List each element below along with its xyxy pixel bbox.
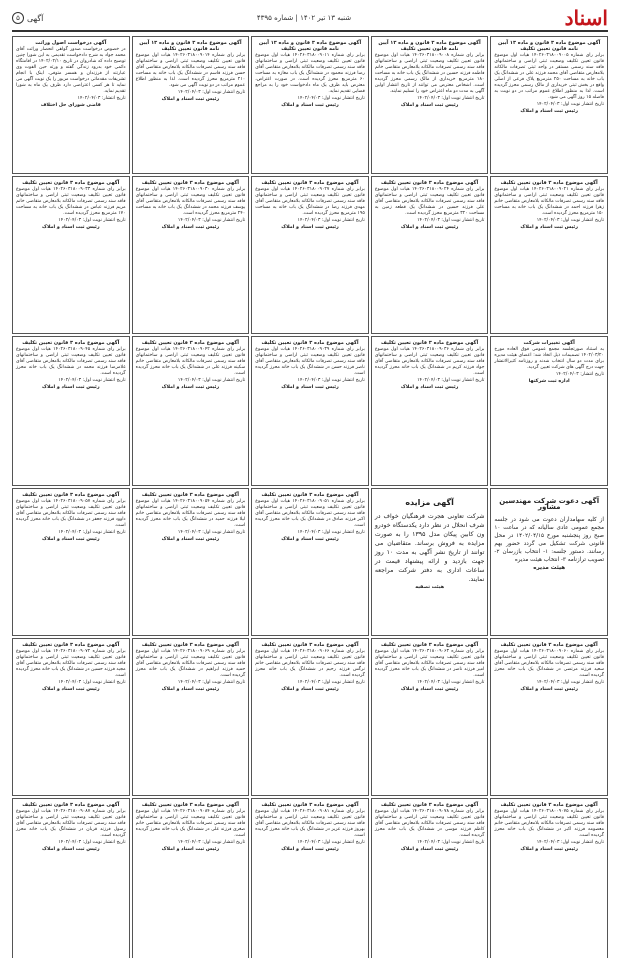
ad-signature: رئیس ثبت اسناد و املاک — [281, 687, 339, 692]
ad-date: تاریخ انتشار نوبت اول: ۱۴۰۲/۰۴/۰۳ — [417, 378, 485, 383]
ad-body: برابر رای شماره ۱۴۰۲۶۰۳۱۸۰۰۹۰۶۹ هیات اول موضوع قانون تعیین تکلیف وضعیت ثبتی اراضی و ساختمانهای فاقد سند رسمی تصرفات مالکانه بلامعارض متقاضی آقای حمید فرزند ابراهیم در ششدانگ یک باب خانه محرز گردیده است. — [135, 649, 246, 678]
ad-title: آگهی موضوع ماده ۳ قانون تعیین تکلیف — [22, 492, 120, 498]
ad-box — [371, 176, 489, 334]
ad-date: تاریخ انتشار نوبت اول: ۱۴۰۲/۰۴/۰۳ — [177, 680, 246, 685]
ad-title: آگهی موضوع ماده ۳ قانون و ماده ۱۳ آیین نامه قانون تعیین تکلیف — [258, 40, 362, 52]
ad-date: تاریخ انتشار نوبت اول: ۱۴۰۲/۰۴/۰۳ — [58, 218, 126, 223]
meeting-body: از کلیه سهامداران دعوت می شود در جلسه مجمع عمومی عادی سالیانه که در ساعت ۱۰ صبح روز پنجشنبه مورخ ۱۴۰۲/۰۴/۱۵ در محل قانونی شرکت تشکیل می گردد حضور بهم رسانند. دستور جلسه: ۱- انتخاب بازرسان ۲- تصویب ترازنامه ۳- انتخاب هیئت مدیره — [494, 517, 605, 563]
ad-box — [251, 176, 369, 334]
ad-title: آگهی درخواست اصول وراثت — [35, 40, 107, 46]
ad-box — [12, 336, 130, 486]
ad-title: آگهی موضوع ماده ۳ قانون تعیین تکلیف — [22, 340, 120, 346]
ad-date: تاریخ انتشار نوبت اول: ۱۴۰۲/۰۴/۰۳ — [58, 530, 126, 535]
ad-title: آگهی موضوع ماده ۳ قانون تعیین تکلیف — [261, 802, 359, 808]
ad-box — [371, 336, 489, 486]
ad-title: آگهی موضوع ماده ۳ قانون و ماده ۱۳ آیین نامه قانون تعیین تکلیف — [378, 40, 481, 52]
ad-title: آگهی موضوع ماده ۳ قانون تعیین تکلیف — [381, 180, 479, 186]
ad-body: برابر رای شماره ۱۴۰۲۶۰۳۱۸۰۰۹۰۷۵ هیات اول موضوع قانون تعیین تکلیف وضعیت ثبتی اراضی و ساختمانهای فاقد سند رسمی تصرفات مالکانه بلامعارض متقاضی خانم معصومه فرزند اکبر در ششدانگ یک باب خانه محرز گردیده است. — [494, 809, 604, 838]
page-header — [12, 8, 608, 32]
ad-box — [371, 638, 489, 796]
ad-body: برابر رای شماره ۱۴۰۲۶۰۳۱۸۰۰۹۰۳۰ هیات اول موضوع قانون تعیین تکلیف وضعیت ثبتی اراضی و ساختمانهای فاقد سند رسمی تصرفات مالکانه بلامعارض متقاضی آقای یوسف فرزند محمد در ششدانگ یک باب خانه به مساحت ۲۴۰ مترمربع محرز گردیده است. — [135, 187, 246, 216]
ad-box — [251, 638, 369, 796]
ad-box — [132, 488, 250, 636]
ad-signature: رئیس ثبت اسناد و املاک — [161, 847, 220, 852]
ad-signature: رئیس ثبت اسناد و املاک — [161, 225, 220, 230]
ad-body: برابر رای شماره ۱۴۰۲۶۰۳۱۸۰۰۹۰۵۷ هیات اول موضوع قانون تعیین تکلیف وضعیت ثبتی اراضی و ساختمانهای فاقد سند رسمی تصرفات مالکانه بلامعارض متقاضی آقای داوود فرزند جعفر در ششدانگ یک باب خانه محرز گردیده است. — [16, 499, 126, 528]
ad-date: تاریخ انتشار نوبت اول: ۱۴۰۲/۰۴/۰۳ — [177, 530, 246, 535]
ad-body: در خصوص درخواست صدور گواهی انحصار وراثت آقای محمد جواد به شرح دادخواست تقدیمی به این شورا چنین توضیح داده که شادروان در تاریخ ۱۴۰۲/۰۲/۱۰ در اقامتگاه دائمی خود بدرود زندگی گفته و ورثه حین الفوت وی عبارتند از فرزندان و همسر متوفی. اینک با انجام تشریفات مقدماتی درخواست مزبور را یک نوبت آگهی می نماید تا هر کسی اعتراضی دارد ظرف یک ماه به شورا تقدیم نماید. — [16, 47, 126, 94]
ad-title: آگهی موضوع ماده ۳ قانون تعیین تکلیف — [22, 180, 120, 186]
ad-title: آگهی تغییرات شرکت — [523, 340, 575, 346]
ad-date: تاریخ انتشار نوبت اول: ۱۴۰۲/۰۴/۰۳ — [177, 378, 246, 383]
ad-body: برابر رای شماره ۱۴۰۲۶۰۳۱۸۰۰۹۰۲۷ هیات اول موضوع قانون تعیین تکلیف وضعیت ثبتی اراضی و ساختمانهای فاقد سند رسمی تصرفات مالکانه بلامعارض متقاضی آقای مهدی فرزند رضا در ششدانگ یک باب خانه به مساحت ۱۹۵ مترمربع محرز گردیده است. — [255, 187, 365, 216]
ad-date: تاریخ انتشار نوبت اول: ۱۴۰۲/۰۴/۰۳ — [417, 96, 485, 101]
ad-box — [132, 638, 250, 796]
meeting-title: آگهی دعوت شرکت مهندسین مشاور — [499, 497, 600, 511]
ad-title: آگهی موضوع ماده ۳ قانون تعیین تکلیف — [381, 642, 479, 648]
ad-title: آگهی موضوع ماده ۳ قانون تعیین تکلیف — [261, 642, 359, 648]
ad-box — [490, 176, 608, 334]
ad-signature: رئیس ثبت اسناد و املاک — [42, 537, 100, 542]
ad-box — [490, 638, 608, 796]
ad-date: تاریخ انتشار نوبت اول: ۱۴۰۲/۰۴/۰۳ — [536, 840, 604, 845]
ad-date: تاریخ انتشار نوبت اول: ۱۴۰۲/۰۴/۰۳ — [417, 218, 485, 223]
ad-title: آگهی موضوع ماده ۳ قانون تعیین تکلیف — [500, 180, 598, 186]
page-label: آگهی — [27, 13, 44, 23]
ad-signature: رئیس ثبت اسناد و املاک — [400, 225, 459, 230]
ad-body: برابر رای شماره ۱۴۰۲۶۰۳۱۸۰۰۹۰۷۲ هیات اول موضوع قانون تعیین تکلیف وضعیت ثبتی اراضی و ساختمانهای فاقد سند رسمی تصرفات مالکانه بلامعارض متقاضی آقای مجید فرزند حسین در ششدانگ یک باب خانه محرز گردیده است. — [16, 649, 126, 678]
ad-signature: رئیس ثبت اسناد و املاک — [400, 385, 459, 390]
ad-signature: قاضی شورای حل اختلاف — [40, 103, 101, 108]
ad-body: برابر رای شماره ۱۴۰۲۶۰۳۱۸۰۰۹۰۲۱ هیات اول موضوع قانون تعیین تکلیف وضعیت ثبتی اراضی و ساختمانهای فاقد سند رسمی تصرفات مالکانه بلامعارض متقاضی خانم زهرا فرزند احمد در ششدانگ یک باب خانه به مساحت ۱۵۰ مترمربع محرز گردیده است. — [494, 187, 604, 216]
issue-info: شنبه ۱۳ تیر ۱۴۰۲ | شماره ۴۳۹۵ — [256, 14, 352, 22]
meeting-notice — [490, 488, 608, 636]
ad-signature: رئیس ثبت اسناد و املاک — [42, 225, 100, 230]
ad-signature: رئیس ثبت اسناد و املاک — [400, 847, 459, 852]
ad-signature: رئیس ثبت اسناد و املاک — [42, 385, 100, 390]
ad-date: تاریخ انتشار نوبت اول: ۱۴۰۲/۰۴/۰۳ — [536, 218, 604, 223]
ad-body: برابر رای شماره ۱۴۰۲۶۰۳۱۸۰۰۹۰۸۱ هیات اول موضوع قانون تعیین تکلیف وضعیت ثبتی اراضی و ساختمانهای فاقد سند رسمی تصرفات مالکانه بلامعارض متقاضی آقای بهروز فرزند عزیز در ششدانگ یک باب خانه محرز گردیده است. — [255, 809, 365, 838]
ad-date: تاریخ انتشار نوبت اول: ۱۴۰۲/۰۴/۰۳ — [297, 530, 365, 535]
ad-box — [251, 488, 369, 636]
ad-box — [251, 36, 369, 174]
ad-box — [251, 336, 369, 486]
ad-signature: رئیس ثبت اسناد و املاک — [281, 385, 339, 390]
ad-title: آگهی موضوع ماده ۳ قانون تعیین تکلیف — [261, 340, 359, 346]
ad-date: تاریخ انتشار نوبت اول: ۱۴۰۲/۰۴/۰۳ — [58, 378, 126, 383]
ad-box — [132, 798, 250, 958]
ad-box — [132, 176, 250, 334]
ad-title: آگهی موضوع ماده ۳ قانون تعیین تکلیف — [261, 180, 359, 186]
meeting-signature: هیئت مدیره — [533, 565, 566, 571]
ad-signature: اداره ثبت شرکتها — [528, 379, 570, 384]
ad-date: تاریخ انتشار نوبت اول: ۱۴۰۲/۰۴/۰۳ — [58, 680, 126, 685]
page-number: ۵ — [12, 12, 24, 24]
auction-body: شرکت تعاونی هجرت فرهنگیان خواف در شرف انحلال در نظر دارد یکدستگاه خودرو ون کابین پیکان مدل ۱۳۹۵ را به صورت مزایده به فروش برساند. متقاضیان می توانند از تاریخ نشر آگهی به مدت ۱۰ روز جهت بازدید و ارائه پیشنهاد قیمت در ساعات اداری به دفتر شرکت مراجعه نمایند. — [374, 513, 485, 583]
ad-signature: رئیس ثبت اسناد و املاک — [520, 225, 578, 230]
ad-date: تاریخ انتشار نوبت اول: ۱۴۰۲/۰۴/۰۳ — [417, 840, 485, 845]
ad-title: آگهی موضوع ماده ۳ قانون تعیین تکلیف — [141, 802, 239, 808]
ad-title: آگهی موضوع ماده ۳ قانون و ماده ۱۳ آیین نامه قانون تعیین تکلیف — [498, 40, 601, 52]
auction-title: آگهی مزایده — [405, 498, 454, 507]
ad-box — [490, 798, 608, 958]
ad-body: برابر رای شماره ۱۴۰۲۶۰۳۱۸۰۰۹۰۳۹ هیات اول موضوع قانون تعیین تکلیف وضعیت ثبتی اراضی و ساختمانهای فاقد سند رسمی تصرفات مالکانه بلامعارض متقاضی آقای ناصر فرزند حسن در ششدانگ یک باب خانه محرز گردیده است. — [255, 347, 365, 376]
ad-body: برابر رای شماره ۱۴۰۲۶۰۳۱۸۰۰۹۰۶۰ هیات اول موضوع قانون تعیین تکلیف وضعیت ثبتی اراضی و ساختمانهای فاقد سند رسمی تصرفات مالکانه بلامعارض متقاضی آقای سعید فرزند مرتضی در ششدانگ یک باب خانه محرز گردیده است. — [494, 649, 604, 678]
ad-body: برابر رای شماره ۱۴۰۲۶۰۳۱۸۰۰۹۰۰۸ هیات اول موضوع قانون تعیین تکلیف وضعیت ثبتی اراضی و ساختمانهای فاقد سند رسمی تصرفات مالکانه بلامعارض متقاضی خانم فاطمه فرزند حسین در ششدانگ یک باب خانه به مساحت ۱۸۰ مترمربع خریداری از مالک رسمی محرز گردیده است. اشخاص معترض می توانند از تاریخ انتشار اولین آگهی به مدت دو ماه اعتراض خود را تسلیم نمایند. — [374, 53, 485, 94]
ad-body: برابر رای شماره ۱۴۰۲۶۰۳۱۸۰۰۹۰۶۳ هیات اول موضوع قانون تعیین تکلیف وضعیت ثبتی اراضی و ساختمانهای فاقد سند رسمی تصرفات مالکانه بلامعارض متقاضی آقای امیر فرزند ناصر در ششدانگ یک باب خانه محرز گردیده است. — [374, 649, 485, 678]
ad-box — [490, 336, 608, 486]
ad-body: برابر رای شماره ۱۴۰۲۶۰۳۱۸۰۰۹۰۱۴ هیات اول موضوع قانون تعیین تکلیف وضعیت ثبتی اراضی و ساختمانهای فاقد سند رسمی تصرفات مالکانه بلامعارض متقاضی آقای حسن فرزند قاسم در ششدانگ یک باب خانه به مساحت ۲۱۰ مترمربع محرز گردیده است. لذا به منظور اطلاع عموم مراتب در دو نوبت آگهی می شود. — [135, 53, 246, 88]
ad-date: تاریخ انتشار نوبت اول: ۱۴۰۲/۰۴/۰۳ — [536, 680, 604, 685]
ad-title: آگهی موضوع ماده ۳ قانون تعیین تکلیف — [141, 492, 239, 498]
ad-body: برابر رای شماره ۱۴۰۲۶۰۳۱۸۰۰۹۰۲۴ هیات اول موضوع قانون تعیین تکلیف وضعیت ثبتی اراضی و ساختمانهای فاقد سند رسمی تصرفات مالکانه بلامعارض متقاضی آقای علی فرزند حسین در ششدانگ یک قطعه زمین به مساحت ۳۲۰ مترمربع محرز گردیده است. — [374, 187, 485, 216]
ad-title: آگهی موضوع ماده ۳ قانون تعیین تکلیف — [500, 802, 598, 808]
ad-date: تاریخ انتشار نوبت اول: ۱۴۰۲/۰۴/۰۳ — [297, 840, 365, 845]
ad-box — [12, 488, 130, 636]
ad-signature: رئیس ثبت اسناد و املاک — [161, 537, 220, 542]
ad-signature: رئیس ثبت اسناد و املاک — [161, 687, 220, 692]
ads-grid — [12, 36, 608, 958]
ad-title: آگهی موضوع ماده ۳ قانون تعیین تکلیف — [141, 180, 239, 186]
ad-title: آگهی موضوع ماده ۳ قانون تعیین تکلیف — [381, 340, 479, 346]
auction-signature: هیئت تصفیه — [415, 585, 445, 590]
ad-box — [12, 798, 130, 958]
ad-box — [12, 176, 130, 334]
ad-signature: رئیس ثبت اسناد و املاک — [520, 687, 578, 692]
ad-date: تاریخ انتشار نوبت اول: ۱۴۰۲/۰۴/۰۳ — [297, 378, 365, 383]
ad-box — [371, 36, 489, 174]
ad-title: آگهی موضوع ماده ۳ قانون تعیین تکلیف — [22, 642, 120, 648]
auction-notice — [371, 488, 489, 636]
ad-date: تاریخ انتشار نوبت اول: ۱۴۰۲/۰۴/۰۳ — [297, 218, 365, 223]
page-number-block — [12, 12, 43, 24]
ad-date: تاریخ انتشار نوبت اول: ۱۴۰۲/۰۴/۰۳ — [297, 96, 365, 101]
newspaper-logo: اسناد — [564, 6, 608, 30]
ad-signature: رئیس ثبت اسناد و املاک — [281, 847, 339, 852]
ad-date: تاریخ انتشار نوبت اول: ۱۴۰۲/۰۴/۰۳ — [58, 840, 126, 845]
ad-body: برابر رای شماره ۱۴۰۲۶۰۳۱۸۰۰۹۰۷۸ هیات اول موضوع قانون تعیین تکلیف وضعیت ثبتی اراضی و ساختمانهای فاقد سند رسمی تصرفات مالکانه بلامعارض متقاضی آقای کاظم فرزند موسی در ششدانگ یک باب خانه محرز گردیده است. — [374, 809, 485, 838]
ad-body: برابر رای شماره ۱۴۰۲۶۰۳۱۸۰۰۹۰۸۷ هیات اول موضوع قانون تعیین تکلیف وضعیت ثبتی اراضی و ساختمانهای فاقد سند رسمی تصرفات مالکانه بلامعارض متقاضی آقای رسول فرزند قربان در ششدانگ یک باب خانه محرز گردیده است. — [16, 809, 126, 838]
ad-date: تاریخ انتشار نوبت اول: ۱۴۰۲/۰۴/۰۳ — [177, 90, 246, 95]
ad-box — [371, 798, 489, 958]
ad-signature: رئیس ثبت اسناد و املاک — [520, 847, 578, 852]
ad-body: برابر رای شماره ۱۴۰۲۶۰۳۱۸۰۰۹۰۴۵ هیات اول موضوع قانون تعیین تکلیف وضعیت ثبتی اراضی و ساختمانهای فاقد سند رسمی تصرفات مالکانه بلامعارض متقاضی آقای غلامرضا فرزند محمد در ششدانگ یک باب خانه محرز گردیده است. — [16, 347, 126, 376]
ad-title: آگهی موضوع ماده ۳ قانون تعیین تکلیف — [500, 642, 598, 648]
ad-date: تاریخ انتشار نوبت اول: ۱۴۰۲/۰۴/۰۳ — [536, 102, 604, 107]
ad-body: به استناد صورتجلسه مجمع عمومی فوق العاده مورخ ۱۴۰۲/۰۳/۲۰ تصمیمات ذیل اتخاذ شد: اعضای هیئت مدیره برای مدت دو سال انتخاب شدند و روزنامه کثیرالانتشار جهت درج آگهی های شرکت تعیین گردید. — [494, 347, 604, 370]
ad-signature: رئیس ثبت اسناد و املاک — [400, 103, 459, 108]
ad-box — [132, 336, 250, 486]
ad-date: تاریخ انتشار نوبت اول: ۱۴۰۲/۰۴/۰۳ — [177, 840, 246, 845]
ad-body: برابر رای شماره ۱۴۰۲۶۰۳۱۸۰۰۹۰۳۶ هیات اول موضوع قانون تعیین تکلیف وضعیت ثبتی اراضی و ساختمانهای فاقد سند رسمی تصرفات مالکانه بلامعارض متقاضی آقای جواد فرزند کریم در ششدانگ یک باب خانه محرز گردیده است. — [374, 347, 485, 376]
ad-body: برابر رای شماره ۱۴۰۲۶۰۳۱۸۰۰۹۰۳۳ هیات اول موضوع قانون تعیین تکلیف وضعیت ثبتی اراضی و ساختمانهای فاقد سند رسمی تصرفات مالکانه بلامعارض متقاضی خانم مریم فرزند عباس در ششدانگ یک باب خانه به مساحت ۱۷۰ مترمربع محرز گردیده است. — [16, 187, 126, 216]
ad-box — [490, 36, 608, 174]
ad-title: آگهی موضوع ماده ۳ قانون و ماده ۱۳ آیین نامه قانون تعیین تکلیف — [139, 40, 242, 52]
ad-box — [132, 36, 250, 174]
ad-signature: رئیس ثبت اسناد و املاک — [161, 385, 220, 390]
ad-date: تاریخ انتشار نوبت اول: ۱۴۰۲/۰۴/۰۳ — [417, 680, 485, 685]
ad-signature: رئیس ثبت اسناد و املاک — [281, 103, 339, 108]
ad-date: تاریخ انتشار نوبت اول: ۱۴۰۲/۰۴/۰۳ — [177, 218, 246, 223]
ad-title: آگهی موضوع ماده ۳ قانون تعیین تکلیف — [381, 802, 479, 808]
ad-body: برابر رای شماره ۱۴۰۲۶۰۳۱۸۰۰۹۰۵۴ هیات اول موضوع قانون تعیین تکلیف وضعیت ثبتی اراضی و ساختمانهای فاقد سند رسمی تصرفات مالکانه بلامعارض متقاضی خانم لیلا فرزند حمید در ششدانگ یک باب خانه محرز گردیده است. — [135, 499, 246, 528]
ad-title: آگهی موضوع ماده ۳ قانون تعیین تکلیف — [261, 492, 359, 498]
ad-body: برابر رای شماره ۱۴۰۲۶۰۳۱۸۰۰۹۰۵۱ هیات اول موضوع قانون تعیین تکلیف وضعیت ثبتی اراضی و ساختمانهای فاقد سند رسمی تصرفات مالکانه بلامعارض متقاضی آقای اکبر فرزند صادق در ششدانگ یک باب خانه محرز گردیده است. — [255, 499, 365, 528]
ad-signature: رئیس ثبت اسناد و املاک — [281, 225, 339, 230]
ad-body: برابر رای شماره ۱۴۰۲۶۰۳۱۸۰۰۹۰۸۴ هیات اول موضوع قانون تعیین تکلیف وضعیت ثبتی اراضی و ساختمانهای فاقد سند رسمی تصرفات مالکانه بلامعارض متقاضی خانم صغری فرزند علی در ششدانگ یک باب خانه محرز گردیده است. — [135, 809, 246, 838]
ad-box — [12, 638, 130, 796]
ad-date: تاریخ انتشار: ۱۴۰۲/۰۴/۰۳ — [555, 372, 604, 377]
ad-body: برابر رای شماره ۱۴۰۲۶۰۳۱۸۰۰۹۰۱۱ هیات اول موضوع قانون تعیین تکلیف وضعیت ثبتی اراضی و ساختمانهای فاقد سند رسمی تصرفات مالکانه بلامعارض متقاضی آقای رضا فرزند محمود در ششدانگ یک باب مغازه به مساحت ۶۰ مترمربع محرز گردیده است. در صورت اعتراض، معترض باید ظرف یک ماه دادخواست خود را به مراجع قضایی تقدیم نماید. — [255, 53, 365, 94]
ad-signature: رئیس ثبت اسناد و املاک — [520, 109, 578, 114]
ad-box — [12, 36, 130, 174]
ad-date: تاریخ انتشار: ۱۴۰۲/۰۴/۰۳ — [77, 96, 126, 101]
ad-signature: رئیس ثبت اسناد و املاک — [42, 847, 100, 852]
ad-body: برابر رای شماره ۱۴۰۲۶۰۳۱۸۰۰۹۰۰۵ هیات اول موضوع قانون تعیین تکلیف وضعیت ثبتی اراضی و ساختمانهای فاقد سند رسمی مستقر در واحد ثبتی تصرفات مالکانه بلامعارض متقاضی آقای محمد فرزند علی در ششدانگ یک باب خانه به مساحت ۲۵۰ مترمربع پلاک فرعی از اصلی واقع در بخش ثبتی خریداری از مالک رسمی محرز گردیده است. لذا به منظور اطلاع عموم مراتب در دو نوبت به فاصله ۱۵ روز آگهی می شود. — [494, 53, 605, 100]
ad-title: آگهی موضوع ماده ۳ قانون تعیین تکلیف — [141, 340, 239, 346]
ad-body: برابر رای شماره ۱۴۰۲۶۰۳۱۸۰۰۹۰۴۲ هیات اول موضوع قانون تعیین تکلیف وضعیت ثبتی اراضی و ساختمانهای فاقد سند رسمی تصرفات مالکانه بلامعارض متقاضی خانم سکینه فرزند علی در ششدانگ یک باب خانه محرز گردیده است. — [135, 347, 246, 376]
ad-title: آگهی موضوع ماده ۳ قانون تعیین تکلیف — [141, 642, 239, 648]
ad-date: تاریخ انتشار نوبت اول: ۱۴۰۲/۰۴/۰۳ — [297, 680, 365, 685]
ad-body: برابر رای شماره ۱۴۰۲۶۰۳۱۸۰۰۹۰۶۶ هیات اول موضوع قانون تعیین تکلیف وضعیت ثبتی اراضی و ساختمانهای فاقد سند رسمی تصرفات مالکانه بلامعارض متقاضی خانم نرگس فرزند رحیم در ششدانگ یک باب خانه محرز گردیده است. — [255, 649, 365, 678]
ad-signature: رئیس ثبت اسناد و املاک — [161, 97, 220, 102]
ad-title: آگهی موضوع ماده ۳ قانون تعیین تکلیف — [22, 802, 120, 808]
ad-signature: رئیس ثبت اسناد و املاک — [281, 537, 339, 542]
ad-signature: رئیس ثبت اسناد و املاک — [400, 687, 459, 692]
ad-box — [251, 798, 369, 958]
ad-signature: رئیس ثبت اسناد و املاک — [42, 687, 100, 692]
